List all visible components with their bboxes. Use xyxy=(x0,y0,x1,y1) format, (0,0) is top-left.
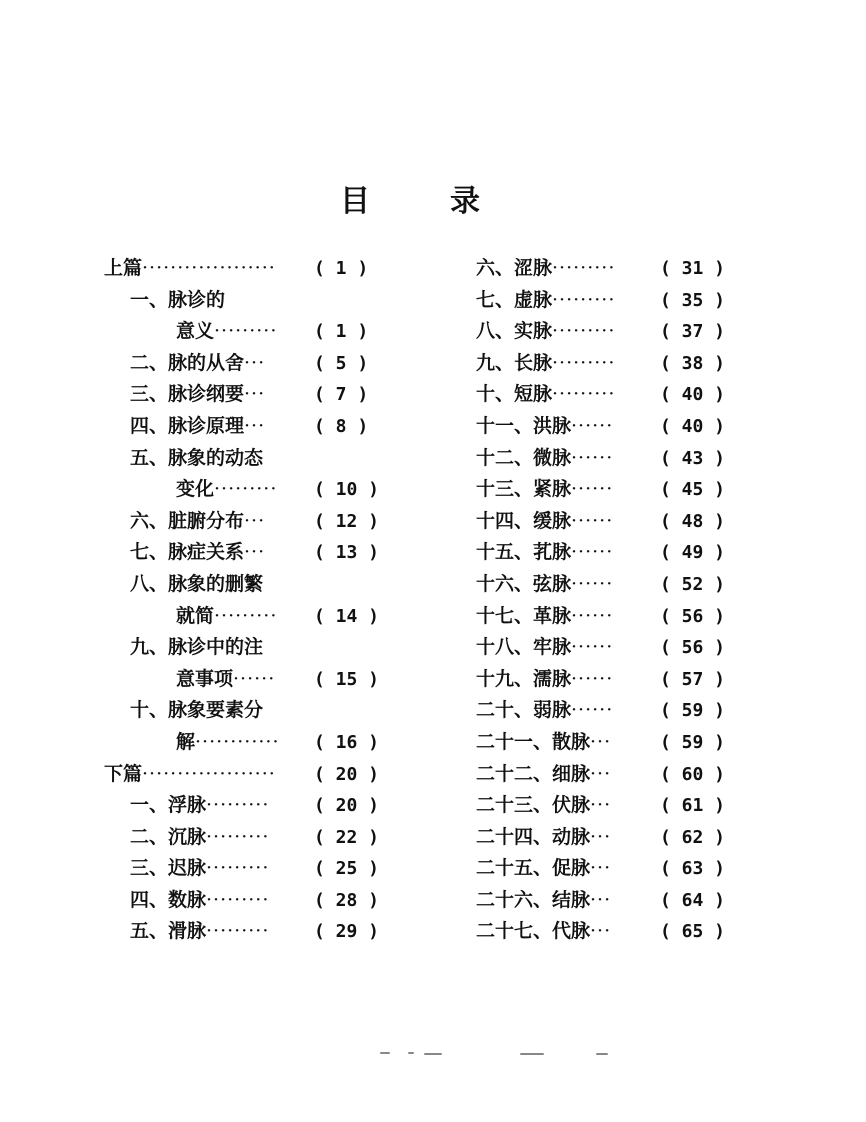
toc-entry-label: 七、虚脉 xyxy=(476,288,553,311)
toc-page-number: ( 52 ) xyxy=(660,573,726,595)
toc-entry-label: 九、脉诊中的注 xyxy=(130,636,264,659)
toc-page-number: ( 28 ) xyxy=(314,889,380,911)
toc-entry xyxy=(476,285,740,317)
toc-page-number: ( 43 ) xyxy=(660,447,726,469)
toc-entry-label: 十二、微脉 xyxy=(476,446,572,469)
toc-entry-text xyxy=(476,411,613,443)
toc-entry xyxy=(476,759,740,791)
toc-entry-label: 四、脉诊原理 xyxy=(130,414,245,437)
toc-entry-label: 十一、洪脉 xyxy=(476,414,572,437)
toc-page-number: ( 35 ) xyxy=(660,289,726,311)
toc-entry xyxy=(476,853,740,885)
toc-page-number: ( 1 ) xyxy=(314,321,369,343)
toc-page-number: ( 12 ) xyxy=(314,510,380,532)
toc-leader-dots: ··· xyxy=(590,888,612,911)
toc-leader-dots: ··· xyxy=(244,351,266,374)
toc-entry-label: 三、脉诊纲要 xyxy=(130,383,245,406)
toc-entry xyxy=(104,885,394,917)
toc-entry-text xyxy=(130,695,263,727)
toc-entry-label: 二十七、代脉 xyxy=(476,920,591,943)
toc-page-number: ( 22 ) xyxy=(314,826,380,848)
toc-entry-text xyxy=(476,822,611,854)
toc-entry xyxy=(476,601,740,633)
toc-entry-label: 上篇 xyxy=(104,257,143,279)
toc-entry-label: 五、脉象的动态 xyxy=(130,446,264,469)
toc-entry-label: 意义 xyxy=(176,320,215,343)
toc-entry-text xyxy=(476,506,613,538)
toc-page-number: ( 63 ) xyxy=(660,858,726,880)
toc-entry-text xyxy=(476,916,611,948)
toc-entry-text xyxy=(130,537,265,569)
toc-entry xyxy=(104,822,394,854)
toc-entry-label: 十、脉象要素分 xyxy=(130,699,264,722)
toc-entry xyxy=(476,822,740,854)
toc-entry-text xyxy=(476,853,611,885)
toc-leader-dots: ········· xyxy=(214,478,278,501)
toc-entry xyxy=(104,348,394,380)
toc-leader-dots: ········· xyxy=(214,604,278,627)
toc-leader-dots: ········· xyxy=(206,825,270,848)
toc-page-number: ( 8 ) xyxy=(314,415,369,437)
toc-entry xyxy=(476,316,740,348)
toc-entry xyxy=(476,411,740,443)
toc-page-number: ( 59 ) xyxy=(660,731,726,753)
scan-speck xyxy=(596,1053,608,1055)
toc-entry xyxy=(476,664,740,696)
toc-entry-label: 十六、弦脉 xyxy=(476,572,572,595)
toc-leader-dots: ········· xyxy=(206,920,270,943)
toc-entry-label: 十九、濡脉 xyxy=(476,667,572,690)
toc-entry-text xyxy=(476,759,611,791)
toc-page-number: ( 61 ) xyxy=(660,795,726,817)
title-char-2: 录 xyxy=(450,184,480,219)
toc-entry xyxy=(104,316,394,348)
toc-page-number: ( 10 ) xyxy=(314,479,380,501)
toc-page-number: ( 31 ) xyxy=(660,258,726,279)
toc-page-number: ( 1 ) xyxy=(314,258,369,279)
toc-entry xyxy=(104,285,394,317)
toc-leader-dots: ········· xyxy=(206,888,270,911)
scan-speck xyxy=(424,1053,442,1055)
toc-leader-dots: ······ xyxy=(571,541,614,564)
toc-leader-dots: ··· xyxy=(590,730,612,753)
toc-entry xyxy=(104,695,394,727)
toc-page-number: ( 60 ) xyxy=(660,763,726,785)
toc-entry-label: 二十六、结脉 xyxy=(476,888,591,911)
toc-entry xyxy=(104,790,394,822)
toc-entry-text xyxy=(176,474,277,506)
toc-entry xyxy=(476,790,740,822)
toc-entry-label: 二十五、促脉 xyxy=(476,857,591,880)
toc-entry-text xyxy=(130,790,269,822)
toc-entry-label: 下篇 xyxy=(104,762,143,785)
toc-page-number: ( 56 ) xyxy=(660,605,726,627)
toc-entry-text xyxy=(476,569,613,601)
toc-entry-label: 七、脉症关系 xyxy=(130,541,245,564)
toc-entry-text xyxy=(130,853,269,885)
toc-leader-dots: ······ xyxy=(571,414,614,437)
toc-entry-label: 十四、缓脉 xyxy=(476,509,572,532)
toc-page-number: ( 59 ) xyxy=(660,700,726,722)
toc-left-column xyxy=(104,253,394,948)
toc-entry-text xyxy=(130,411,265,443)
toc-leader-dots: ··· xyxy=(590,762,612,785)
toc-page-number: ( 45 ) xyxy=(660,479,726,501)
toc-page-number: ( 56 ) xyxy=(660,637,726,659)
toc-entry xyxy=(104,916,394,948)
toc-page-number: ( 37 ) xyxy=(660,321,726,343)
toc-entry-text xyxy=(476,348,615,380)
toc-leader-dots: ········· xyxy=(552,351,616,374)
toc-entry-text xyxy=(130,506,265,538)
toc-page-number: ( 15 ) xyxy=(314,668,380,690)
toc-entry-label: 三、迟脉 xyxy=(130,857,207,880)
title-char-1: 目 xyxy=(340,184,370,219)
toc-entry-text xyxy=(476,790,611,822)
toc-entry-text xyxy=(130,285,225,317)
toc-entry-label: 二十、弱脉 xyxy=(476,699,572,722)
toc-entry-text xyxy=(476,443,613,475)
toc-page-number: ( 64 ) xyxy=(660,889,726,911)
toc-leader-dots: ········· xyxy=(206,794,270,817)
toc-page-number: ( 48 ) xyxy=(660,510,726,532)
toc-leader-dots: ········· xyxy=(214,320,278,343)
toc-entry-label: 解 xyxy=(176,730,196,753)
toc-entry-text xyxy=(476,695,613,727)
toc-entry-label: 十、短脉 xyxy=(476,383,553,406)
toc-page-number: ( 16 ) xyxy=(314,731,380,753)
scan-speck xyxy=(408,1052,414,1054)
toc-entry-text xyxy=(476,253,615,285)
toc-entry-label: 八、实脉 xyxy=(476,320,553,343)
toc-leader-dots: ········· xyxy=(552,288,616,311)
toc-entry-label: 意事项 xyxy=(176,667,234,690)
toc-entry-text xyxy=(476,727,611,759)
toc-leader-dots: ··················· xyxy=(142,762,276,785)
toc-entry-label: 二十四、动脉 xyxy=(476,825,591,848)
toc-entry-label: 二、沉脉 xyxy=(130,825,207,848)
toc-entry xyxy=(104,569,394,601)
toc-page-number: ( 14 ) xyxy=(314,605,380,627)
toc-entry-text xyxy=(176,601,277,633)
toc-entry xyxy=(104,537,394,569)
toc-entry-label: 八、脉象的删繁 xyxy=(130,572,264,595)
toc-entry-label: 二、脉的从舍 xyxy=(130,351,245,374)
toc-entry xyxy=(104,379,394,411)
toc-entry xyxy=(476,632,740,664)
toc-entry xyxy=(104,443,394,475)
toc-entry xyxy=(476,916,740,948)
toc-entry-text xyxy=(130,822,269,854)
toc-entry xyxy=(476,695,740,727)
toc-entry-label: 一、脉诊的 xyxy=(130,288,226,311)
toc-entry xyxy=(476,885,740,917)
toc-entry xyxy=(104,632,394,664)
toc-entry-label: 十五、芤脉 xyxy=(476,541,572,564)
toc-page-number: ( 65 ) xyxy=(660,921,726,943)
toc-page-number: ( 25 ) xyxy=(314,858,380,880)
toc-leader-dots: ······ xyxy=(571,667,614,690)
toc-leader-dots: ··· xyxy=(244,383,266,406)
toc-entry xyxy=(476,253,740,285)
toc-entry-text xyxy=(130,632,263,664)
toc-leader-dots: ········· xyxy=(552,383,616,406)
toc-page-number: ( 49 ) xyxy=(660,542,726,564)
toc-entry xyxy=(476,569,740,601)
toc-page-number: ( 40 ) xyxy=(660,415,726,437)
toc-leader-dots: ········· xyxy=(206,857,270,880)
toc-page-number: ( 38 ) xyxy=(660,352,726,374)
toc-entry-text xyxy=(130,443,263,475)
toc-entry xyxy=(104,853,394,885)
toc-entry-text xyxy=(476,316,615,348)
toc-leader-dots: ··· xyxy=(244,509,266,532)
page-title xyxy=(0,176,866,219)
toc-leader-dots: ··· xyxy=(590,920,612,943)
toc-entry-text xyxy=(476,601,613,633)
toc-leader-dots: ··· xyxy=(590,794,612,817)
toc-entry xyxy=(476,474,740,506)
toc-entry-label: 四、数脉 xyxy=(130,888,207,911)
toc-entry-label: 五、滑脉 xyxy=(130,920,207,943)
toc-leader-dots: ··· xyxy=(590,825,612,848)
toc-entry xyxy=(476,537,740,569)
toc-entry-label: 十八、牢脉 xyxy=(476,636,572,659)
toc-entry-text xyxy=(476,664,613,696)
toc-leader-dots: ······ xyxy=(233,667,276,690)
toc-leader-dots: ······ xyxy=(571,509,614,532)
toc-entry-label: 十三、紧脉 xyxy=(476,478,572,501)
toc-leader-dots: ············ xyxy=(195,730,280,753)
toc-entry-text xyxy=(476,537,613,569)
toc-leader-dots: ······ xyxy=(571,478,614,501)
toc-entry-text xyxy=(104,759,276,791)
toc-entry-label: 一、浮脉 xyxy=(130,794,207,817)
toc-entry xyxy=(104,474,394,506)
toc-entry-text xyxy=(476,285,615,317)
toc-page-number: ( 13 ) xyxy=(314,542,380,564)
toc-entry-text xyxy=(176,316,277,348)
toc-entry xyxy=(104,759,394,791)
toc-right-column xyxy=(476,253,740,948)
toc-entry-text xyxy=(130,379,265,411)
toc-entry-label: 二十一、散脉 xyxy=(476,730,591,753)
toc-entry xyxy=(476,727,740,759)
toc-entry-label: 变化 xyxy=(176,478,215,501)
toc-leader-dots: ········· xyxy=(552,257,616,279)
toc-leader-dots: ········· xyxy=(552,320,616,343)
toc-entry-label: 十七、革脉 xyxy=(476,604,572,627)
toc-leader-dots: ······ xyxy=(571,604,614,627)
toc-entry-text xyxy=(476,379,615,411)
toc-entry xyxy=(104,253,394,285)
toc-entry-text xyxy=(176,727,280,759)
toc-entry-text xyxy=(476,474,613,506)
toc-page-number: ( 7 ) xyxy=(314,384,369,406)
toc-entry-text xyxy=(476,885,611,917)
toc-entry-text xyxy=(476,632,613,664)
toc-entry xyxy=(104,506,394,538)
scan-speck xyxy=(520,1053,544,1055)
toc-entry-text xyxy=(130,348,265,380)
toc-entry xyxy=(476,379,740,411)
scan-speck xyxy=(380,1052,390,1054)
toc-entry-label: 二十三、伏脉 xyxy=(476,794,591,817)
toc-page-number: ( 40 ) xyxy=(660,384,726,406)
toc-entry xyxy=(104,727,394,759)
toc-entry xyxy=(476,506,740,538)
toc-entry-label: 六、涩脉 xyxy=(476,257,553,279)
toc-entry-text xyxy=(176,664,275,696)
toc-entry-label: 二十二、细脉 xyxy=(476,762,591,785)
toc-entry xyxy=(104,664,394,696)
toc-entry xyxy=(476,348,740,380)
toc-entry xyxy=(104,601,394,633)
toc-leader-dots: ······ xyxy=(571,699,614,722)
toc-page-number: ( 20 ) xyxy=(314,795,380,817)
toc-entry-label: 就简 xyxy=(176,604,215,627)
toc-page-number: ( 20 ) xyxy=(314,763,380,785)
toc-entry xyxy=(476,443,740,475)
toc-leader-dots: ··· xyxy=(244,414,266,437)
toc-leader-dots: ··· xyxy=(590,857,612,880)
toc-leader-dots: ······ xyxy=(571,446,614,469)
toc-page-number: ( 57 ) xyxy=(660,668,726,690)
toc-entry-text xyxy=(130,885,269,917)
toc-entry-label: 六、脏腑分布 xyxy=(130,509,245,532)
toc-page-number: ( 5 ) xyxy=(314,352,369,374)
toc-leader-dots: ······ xyxy=(571,636,614,659)
toc-entry-label: 九、长脉 xyxy=(476,351,553,374)
toc-page-number: ( 62 ) xyxy=(660,826,726,848)
toc-entry-text xyxy=(104,253,276,285)
toc-leader-dots: ······ xyxy=(571,572,614,595)
toc-entry xyxy=(104,411,394,443)
toc-entry-text xyxy=(130,916,269,948)
toc-leader-dots: ··· xyxy=(244,541,266,564)
toc-page-number: ( 29 ) xyxy=(314,921,380,943)
toc-leader-dots: ··················· xyxy=(142,257,276,279)
toc-entry-text xyxy=(130,569,263,601)
